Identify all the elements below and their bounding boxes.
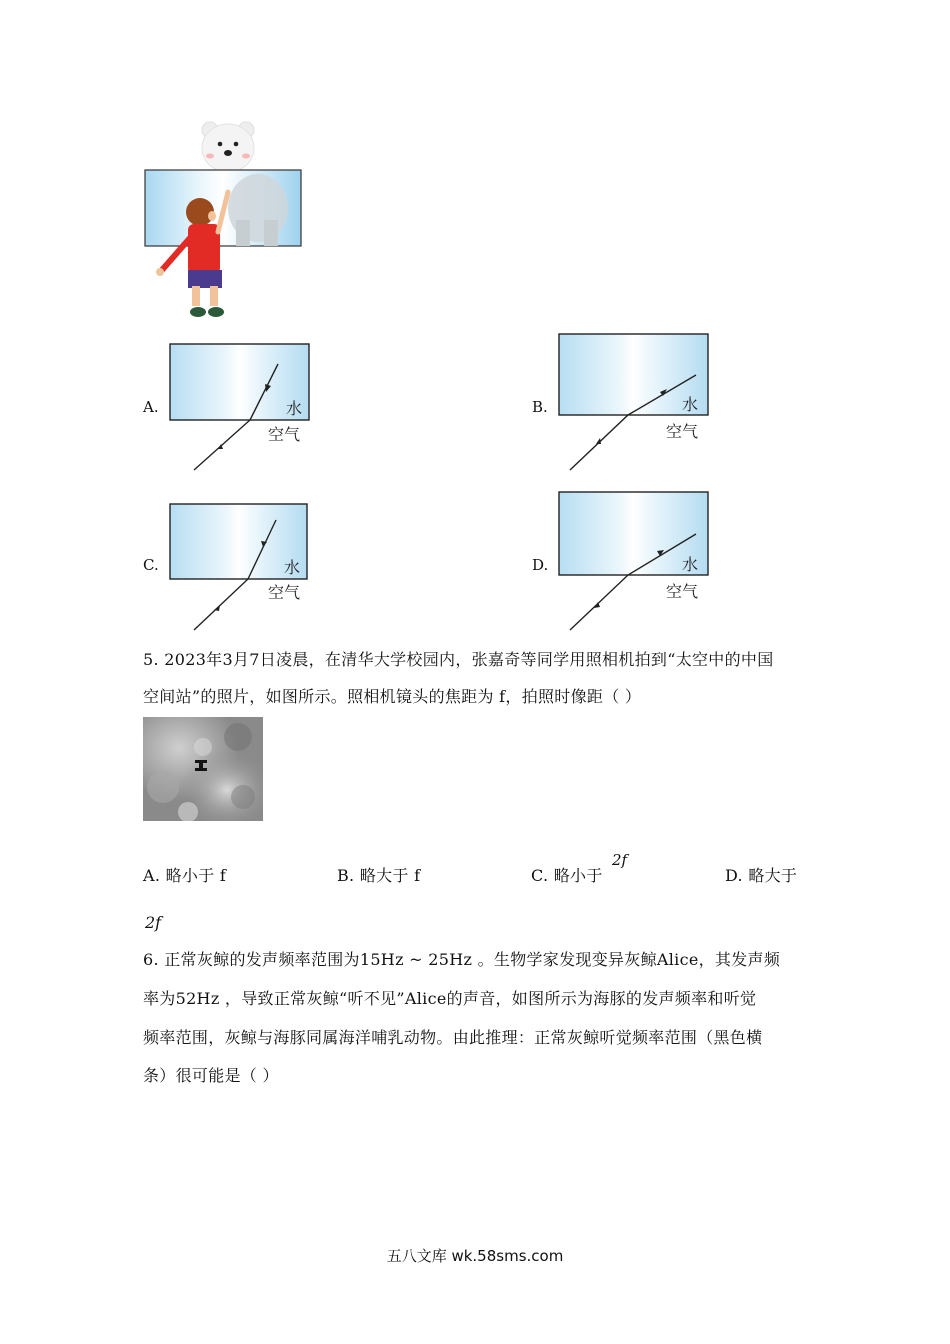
q4-option-c-label[interactable]: C. <box>143 556 159 574</box>
air-label: 空气 <box>268 425 301 444</box>
q5-option-d-2f: 2f <box>145 913 162 932</box>
water-label: 水 <box>682 555 699 574</box>
q4-option-b-label[interactable]: B. <box>532 398 548 416</box>
q5-option-b[interactable]: B. 略大于 f <box>337 866 421 885</box>
air-label: 空气 <box>666 422 699 441</box>
water-label: 水 <box>284 558 301 577</box>
q5-option-a[interactable]: A. 略小于 f <box>143 866 227 885</box>
q5-option-c[interactable]: C. 略小于 <box>531 866 603 885</box>
q4-option-b-diagram[interactable] <box>556 330 716 475</box>
q5-option-d[interactable]: D. 略大于 <box>725 866 798 885</box>
q6-line-3: 频率范围，灰鲸与海豚同属海洋哺乳动物。由此推理：正常灰鲸听觉频率范围（黑色横 <box>143 1028 763 1047</box>
q5-option-c-2f: 2f <box>612 851 628 869</box>
q6-line-2: 率为52Hz ，导致正常灰鲸“听不见”Alice的声音，如图所示为海豚的发声频率和听觉 <box>143 989 757 1008</box>
page-footer: 五八文库 wk.58sms.com <box>386 1247 564 1265</box>
q4-option-d-label[interactable]: D. <box>532 556 549 574</box>
air-label: 空气 <box>666 582 699 601</box>
air-label: 空气 <box>268 583 301 602</box>
q6-line-1: 6. 正常灰鲸的发声频率范围为15Hz ~ 25Hz 。生物学家发现变异灰鲸Alice，其发声频 <box>143 950 781 969</box>
q4-option-a-label[interactable]: A. <box>143 398 159 416</box>
q4-option-d-diagram[interactable] <box>556 488 716 635</box>
water-label: 水 <box>286 399 303 418</box>
q6-line-4: 条）很可能是（ ） <box>143 1066 279 1085</box>
q5-line-1: 5. 2023年3月7日凌晨，在清华大学校园内，张嘉奇等同学用照相机拍到“太空中的中国 <box>143 650 774 669</box>
q4-option-c-diagram[interactable] <box>168 500 318 635</box>
q5-line-2: 空间站”的照片，如图所示。照相机镜头的焦距为 f，拍照时像距（ ） <box>143 687 642 706</box>
q4-option-a-diagram[interactable] <box>168 340 318 475</box>
water-label: 水 <box>682 395 699 414</box>
aquarium-illustration <box>140 120 310 325</box>
space-station-photo <box>143 717 263 821</box>
